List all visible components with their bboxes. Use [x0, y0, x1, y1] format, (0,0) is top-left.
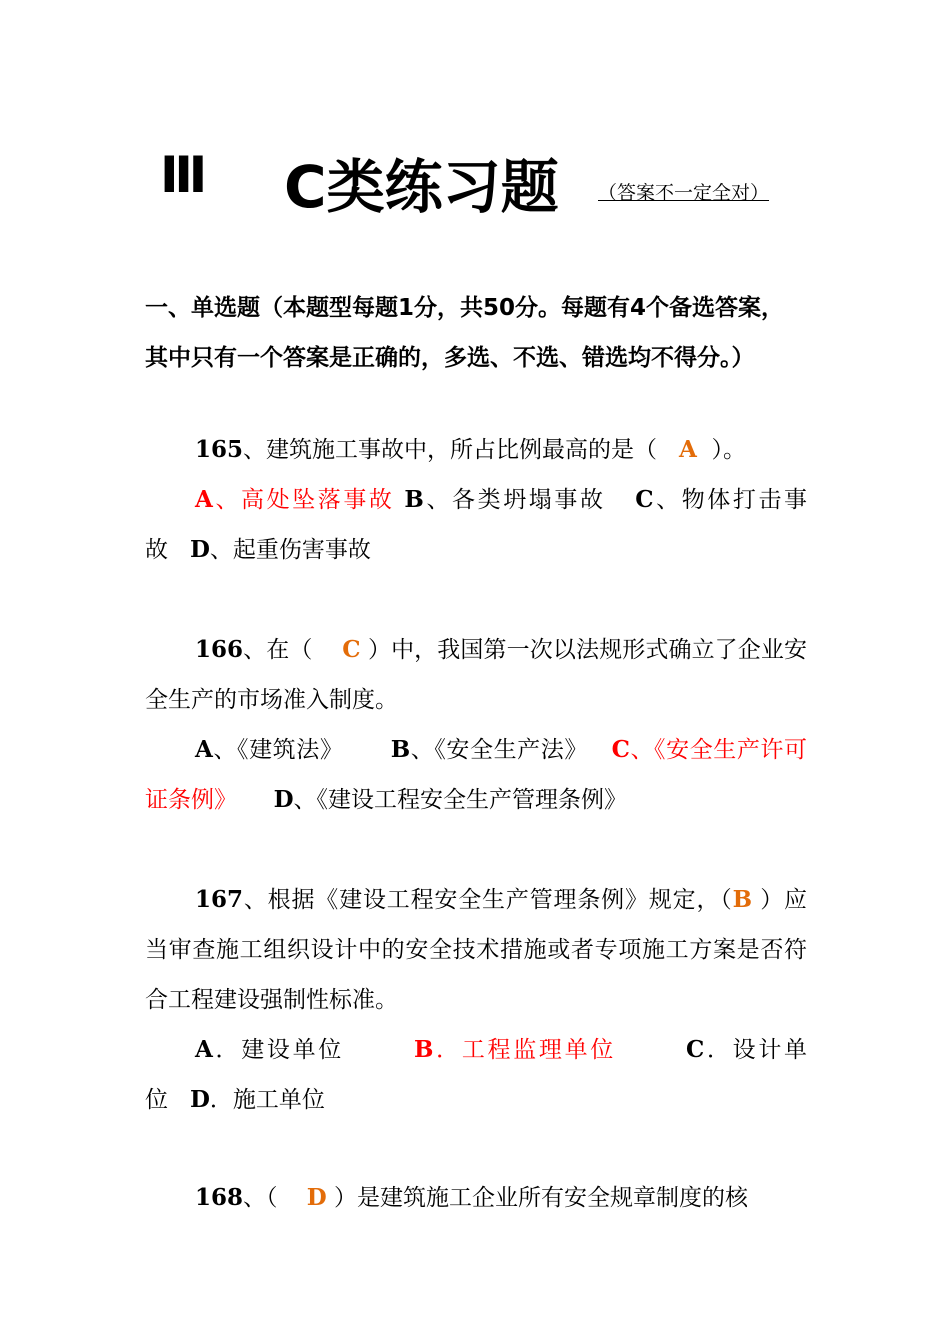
option-b: B．工程监理单位	[413, 1036, 616, 1063]
option-b: B、各类坍塌事故	[404, 486, 606, 513]
document-title	[160, 140, 860, 220]
question-stem-after: ）。	[711, 437, 746, 463]
question-stem-before: 、（	[243, 1185, 278, 1211]
answer-letter: B	[732, 886, 753, 913]
option-a: A、《建筑法》	[195, 736, 344, 763]
question-number: 168	[195, 1184, 244, 1211]
question-number: 165	[195, 436, 244, 463]
question-stem-before: 、根据《建设工程安全生产管理条例》规定，（	[243, 887, 733, 913]
answer-letter: C	[342, 636, 361, 663]
question-stem-before: 、在（	[243, 637, 313, 663]
option-a: A．建设单位	[195, 1036, 344, 1063]
question-stem-after: ）是建筑施工企业所有安全规章制度的核	[334, 1185, 749, 1211]
section-heading: 一、单选题（本题型每题1分，共50分。每题有4个备选答案，其中只有一个答案是正确的，多选、不选、错选均不得分。）	[145, 295, 785, 371]
question-167-options	[145, 1025, 807, 1125]
question-167-stem	[145, 875, 807, 1025]
title-note: （答案不一定全对）	[598, 182, 770, 204]
question-166-options	[145, 725, 807, 825]
option-a: A、高处坠落事故	[195, 486, 395, 513]
option-b: B、《安全生产法》	[390, 736, 588, 763]
question-number: 167	[195, 886, 244, 913]
option-d: D．施工单位	[189, 1086, 325, 1113]
option-d: D、《建设工程安全生产管理条例》	[273, 786, 628, 813]
option-c: C．设计单位	[145, 1036, 807, 1113]
question-number: 166	[195, 636, 244, 663]
title-roman-numeral: Ⅲ	[160, 146, 210, 204]
question-166-stem	[145, 625, 807, 725]
question-165-stem	[145, 425, 807, 475]
question-stem-after: ）中，我国第一次以法规形式确立了企业安全生产的市场准入制度。	[145, 637, 808, 713]
option-c: C、物体打击事故	[145, 486, 808, 563]
answer-letter: A	[678, 436, 697, 463]
question-stem-before: 、建筑施工事故中，所占比例最高的是（	[243, 437, 658, 463]
option-c: C、《安全生产许可证条例》	[145, 736, 808, 813]
question-165-options	[145, 475, 807, 575]
question-stem-after: ）应当审查施工组织设计中的安全技术措施或者专项施工方案是否符合工程建设强制性标准。	[145, 887, 808, 1013]
option-d: D、起重伤害事故	[189, 536, 371, 563]
question-168-stem	[145, 1173, 807, 1223]
answer-letter: D	[306, 1184, 327, 1211]
title-main-text: C类练习题	[284, 153, 559, 221]
